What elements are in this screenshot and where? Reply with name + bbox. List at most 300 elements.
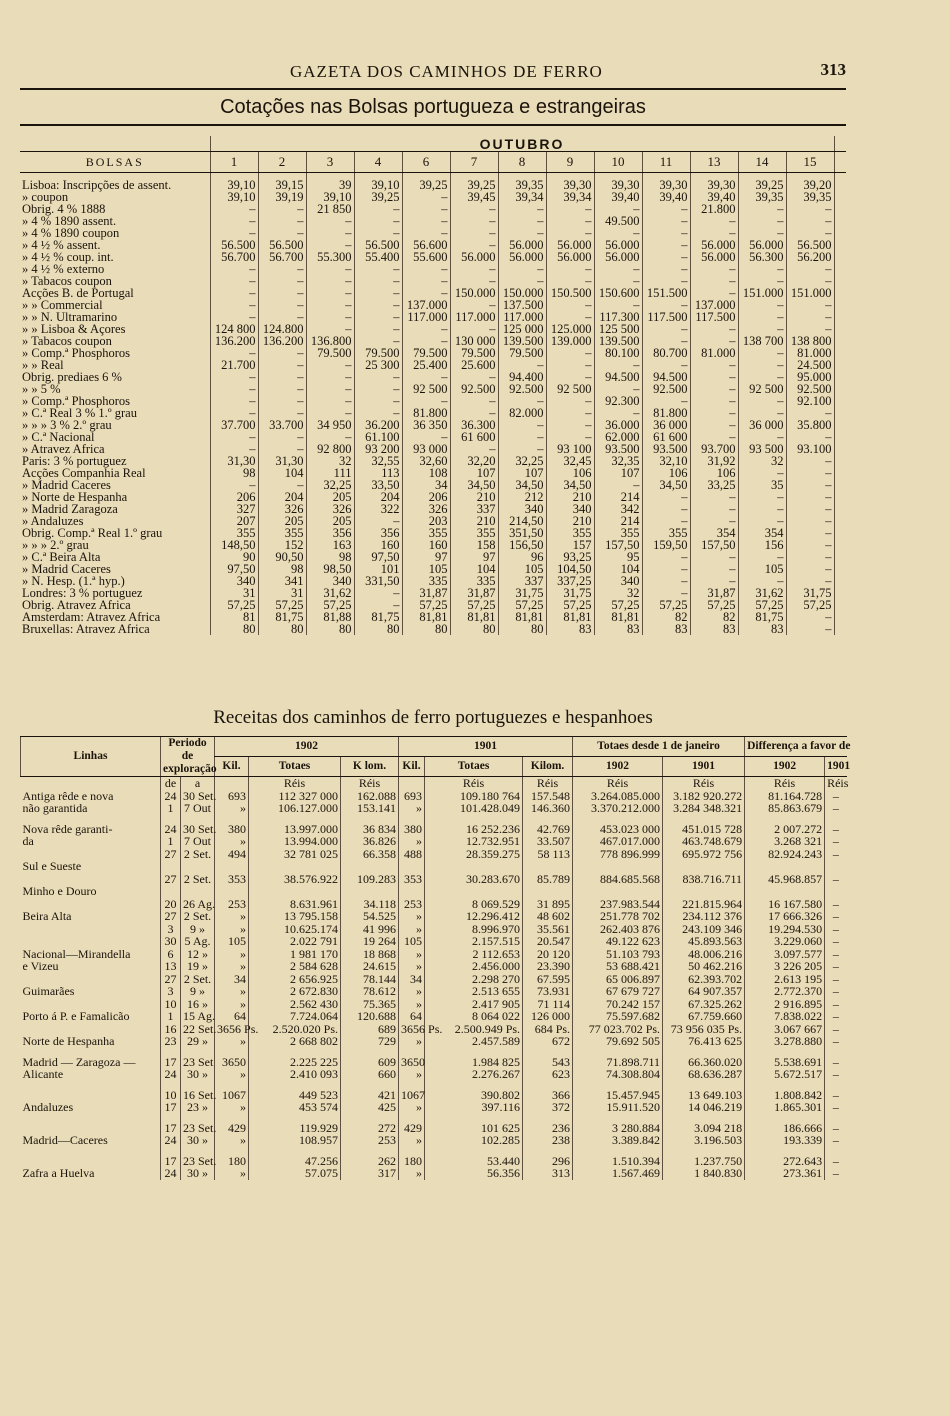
quote-cell: 31 (210, 587, 258, 599)
quote-cell: 80.100 (594, 347, 642, 359)
quote-cell: 36 000 (738, 419, 786, 431)
quote-row (20, 251, 846, 263)
receipt-cell-acc02: 79.692 505 (573, 1035, 663, 1048)
receipt-cell-tot02: 106.127.000 (249, 802, 341, 815)
quote-cell: – (210, 479, 258, 491)
quote-cell: 107 (450, 467, 498, 479)
receipt-row (21, 1010, 847, 1023)
receipt-cell-acc02: 77 023.702 Ps. (573, 1023, 663, 1036)
receipt-cell-from: 30 (161, 935, 181, 948)
quote-cell: 32,45 (546, 455, 594, 467)
quote-cell: – (258, 443, 306, 455)
receipt-cell-perkm01: 58 113 (523, 848, 573, 861)
quote-cell: 81,75 (258, 611, 306, 623)
quote-row (20, 215, 846, 227)
receipt-cell-to: 30 » (181, 1167, 215, 1180)
quote-cell: – (450, 227, 498, 239)
quote-spacer (834, 623, 846, 635)
receipt-cell-acc01: 1.237.750 (663, 1155, 745, 1168)
quote-cell: 39,30 (642, 173, 690, 192)
receipt-cell-perkm01 (523, 885, 573, 898)
railway-line: Madrid — Zaragoza — (22, 1054, 136, 1069)
receipt-cell-kil02: » (215, 923, 249, 936)
quote-cell: 33,50 (354, 479, 402, 491)
quote-cell: 56.000 (498, 251, 546, 263)
quote-cell: 39,34 (546, 191, 594, 203)
receipt-cell-to: 16 Set. (181, 1089, 215, 1102)
quote-cell: 81,81 (402, 611, 450, 623)
quote-cell: – (738, 371, 786, 383)
quote-row (20, 275, 846, 287)
quote-cell: – (546, 431, 594, 443)
quote-cell: – (258, 299, 306, 311)
receipt-cell-kil01: 429 (399, 1122, 425, 1135)
quote-cell: 105 (738, 563, 786, 575)
quote-cell: 94.400 (498, 371, 546, 383)
quote-cell: – (306, 287, 354, 299)
railway-line: Beira Alta (22, 909, 72, 923)
quote-cell: – (786, 503, 834, 515)
quote-cell: – (450, 299, 498, 311)
receipts-body (21, 777, 847, 1180)
receipt-row (21, 1035, 847, 1048)
quote-cell: 97 (450, 551, 498, 563)
railway-line (21, 1081, 161, 1089)
receipt-cell-acc02: 49.122 623 (573, 935, 663, 948)
quote-cell: 93 200 (354, 443, 402, 455)
quote-cell: 105 (498, 563, 546, 575)
quote-cell: – (210, 347, 258, 359)
quote-cell: – (642, 551, 690, 563)
receipt-cell-d02: 3.097.577 (745, 948, 825, 961)
quote-cell: 212 (498, 491, 546, 503)
quote-cell: – (498, 395, 546, 407)
railway-line (21, 1147, 161, 1155)
quote-cell: – (450, 443, 498, 455)
receipt-cell-tot01 (425, 860, 523, 873)
receipt-cell-to: 30 » (181, 1134, 215, 1147)
quote-cell: – (786, 479, 834, 491)
receipt-cell-d02: 3.067 667 (745, 1023, 825, 1036)
quote-cell: – (402, 323, 450, 335)
quote-spacer (834, 611, 846, 623)
quote-cell: 39,30 (594, 173, 642, 192)
quote-cell: 92.500 (642, 383, 690, 395)
quote-cell: – (738, 407, 786, 419)
receipt-cell-to: 19 » (181, 960, 215, 973)
receipt-cell-d01: – (825, 973, 847, 986)
quote-cell: 152 (258, 539, 306, 551)
receipt-cell-d02 (745, 885, 825, 898)
receipt-cell-from: 24 (161, 823, 181, 836)
receipt-cell-perkm02: 262 (341, 1155, 399, 1168)
quote-cell: 39,35 (786, 191, 834, 203)
receipt-cell-kil01: » (399, 960, 425, 973)
receipt-cell-tot01: 390.802 (425, 1089, 523, 1102)
quote-cell: 25.400 (402, 359, 450, 371)
receipt-cell-kil02: » (215, 1134, 249, 1147)
quote-cell: 214 (594, 515, 642, 527)
receipt-cell-kil01: 380 (399, 823, 425, 836)
quote-cell: – (402, 287, 450, 299)
quote-cell: 205 (258, 515, 306, 527)
receipt-cell-kil01: » (399, 1035, 425, 1048)
receipt-cell-perkm01: 126 000 (523, 1010, 573, 1023)
quote-cell: – (210, 203, 258, 215)
quote-cell: – (786, 491, 834, 503)
receipt-cell-d01: – (825, 835, 847, 848)
quote-cell: 80.700 (642, 347, 690, 359)
quote-cell: – (354, 215, 402, 227)
quote-cell: 156 (738, 539, 786, 551)
quote-cell: 150.000 (498, 287, 546, 299)
receipt-cell-d02: 2 916.895 (745, 998, 825, 1011)
quote-cell: – (258, 215, 306, 227)
receipt-row (21, 848, 847, 861)
receipt-cell-to: 7 Out (181, 835, 215, 848)
quote-cell: – (594, 227, 642, 239)
security-label: » Tabacos coupon (22, 334, 112, 348)
quote-cell: – (354, 263, 402, 275)
receipt-cell-to: 30 Set. (181, 823, 215, 836)
receipt-cell-acc02: 15.911.520 (573, 1101, 663, 1114)
quote-cell: 93 500 (738, 443, 786, 455)
receipt-cell-acc02: 51.103 793 (573, 948, 663, 961)
quote-cell: 81,75 (738, 611, 786, 623)
quote-cell: – (738, 215, 786, 227)
receipt-row (21, 985, 847, 998)
quote-cell: – (546, 371, 594, 383)
quote-cell: – (642, 359, 690, 371)
quote-cell: – (690, 371, 738, 383)
security-label: » Madrid Caceres (22, 562, 111, 576)
receipt-cell-acc01: 50 462.216 (663, 960, 745, 973)
receipt-cell-kil01: 693 (399, 790, 425, 803)
quote-spacer (834, 503, 846, 515)
quote-spacer (834, 431, 846, 443)
quote-cell: – (258, 311, 306, 323)
receipt-cell-acc02: 3.389.842 (573, 1134, 663, 1147)
receipt-cell-perkm01: 296 (523, 1155, 573, 1168)
receipt-cell-kil01: » (399, 1068, 425, 1081)
receipt-cell-acc01: 3.094 218 (663, 1122, 745, 1135)
quote-cell: 31,87 (402, 587, 450, 599)
quote-cell: 207 (210, 515, 258, 527)
receipt-cell-from: 24 (161, 790, 181, 803)
quote-cell: – (786, 407, 834, 419)
receipt-cell-kil02: 180 (215, 1155, 249, 1168)
quote-cell: – (594, 383, 642, 395)
quote-cell: – (498, 359, 546, 371)
security-label: Lisboa: Inscripções de assent. (22, 178, 172, 192)
receipt-cell-to: 2 Set. (181, 848, 215, 861)
quote-row (20, 419, 846, 431)
receipt-cell-perkm01: 42.769 (523, 823, 573, 836)
receipt-cell-kil02: 64 (215, 1010, 249, 1023)
quote-cell: – (786, 563, 834, 575)
receipt-cell-tot01: 2.456.000 (425, 960, 523, 973)
receipt-cell-perkm01: 23.390 (523, 960, 573, 973)
quote-cell: – (354, 407, 402, 419)
quote-cell: 57,25 (450, 599, 498, 611)
quote-cell: 37.700 (210, 419, 258, 431)
quote-cell: 80 (402, 623, 450, 635)
receipt-cell-d01: – (825, 1010, 847, 1023)
quote-cell: 139.500 (594, 335, 642, 347)
receipt-cell-tot01: 2.457.589 (425, 1035, 523, 1048)
quote-cell: 39,15 (258, 173, 306, 192)
quote-cell: 355 (258, 527, 306, 539)
receipt-cell-kil02: 253 (215, 898, 249, 911)
receipt-cell-perkm01: 20 120 (523, 948, 573, 961)
quote-cell: – (594, 359, 642, 371)
quote-cell: – (786, 551, 834, 563)
quote-cell: 157 (546, 539, 594, 551)
receipts-header-row-1 (21, 737, 847, 757)
receipt-cell-d01: – (825, 985, 847, 998)
quote-cell: – (594, 479, 642, 491)
quote-cell: 93 000 (402, 443, 450, 455)
quote-cell: 158 (450, 539, 498, 551)
quote-cell: 205 (306, 515, 354, 527)
receipt-cell-perkm01: 20.547 (523, 935, 573, 948)
page-number: 313 (820, 60, 846, 79)
receipt-cell-acc02: 53 688.421 (573, 960, 663, 973)
receipt-cell-d01: – (825, 1122, 847, 1135)
quote-cell: 157,50 (690, 539, 738, 551)
quote-cell: – (642, 275, 690, 287)
security-label: » » N. Ultramarino (22, 310, 118, 324)
quote-cell: – (690, 335, 738, 347)
receipt-cell-kil01 (399, 860, 425, 873)
quote-cell: 137.000 (690, 299, 738, 311)
quote-row (20, 263, 846, 275)
receipt-cell-tot01: 2 112.653 (425, 948, 523, 961)
receipt-cell-d01: – (825, 1068, 847, 1081)
receipt-cell-tot01: 2.298 270 (425, 973, 523, 986)
receipt-cell-tot02: 7.724.064 (249, 1010, 341, 1023)
receipt-cell-d02: 5.672.517 (745, 1068, 825, 1081)
receipt-cell-d01: – (825, 998, 847, 1011)
unit-cell: Réis (523, 777, 573, 790)
quote-row (20, 203, 846, 215)
receipt-cell-from: 27 (161, 873, 181, 886)
quote-cell: 79.500 (402, 347, 450, 359)
quote-cell: – (498, 203, 546, 215)
receipt-cell-d01: – (825, 1101, 847, 1114)
quote-cell: 356 (354, 527, 402, 539)
receipt-cell-d02: 45.968.857 (745, 873, 825, 886)
quote-cell: – (450, 215, 498, 227)
quote-cell: – (594, 275, 642, 287)
quote-cell: 57,25 (738, 599, 786, 611)
quote-cell: – (690, 395, 738, 407)
quote-cell: 57,25 (594, 599, 642, 611)
receipt-cell-d01: – (825, 848, 847, 861)
quote-cell: 21.700 (210, 359, 258, 371)
quote-cell: 90 (210, 551, 258, 563)
quote-spacer (834, 215, 846, 227)
quote-cell: 93.500 (642, 443, 690, 455)
quote-cell: – (642, 515, 690, 527)
receipt-cell-acc01: 3.182 920.272 (663, 790, 745, 803)
receipt-cell-kil01: 3650 (399, 1056, 425, 1069)
quote-cell: – (738, 227, 786, 239)
receipt-cell-perkm02: 153.141 (341, 802, 399, 815)
railway-line: da (22, 834, 34, 848)
railway-line: não garantida (22, 801, 88, 815)
quote-cell: – (642, 563, 690, 575)
quote-spacer (834, 263, 846, 275)
quote-cell: 98 (306, 551, 354, 563)
quote-cell: 342 (594, 503, 642, 515)
quote-cell: 81,81 (546, 611, 594, 623)
receipt-cell-to: 9 » (181, 923, 215, 936)
quote-cell: 93,25 (546, 551, 594, 563)
security-label: » Madrid Zaragoza (22, 502, 118, 516)
day-header: 14 (738, 152, 786, 173)
quote-cell: – (738, 515, 786, 527)
quote-cell: – (354, 383, 402, 395)
quote-cell: 81.000 (786, 347, 834, 359)
quote-cell: 340 (306, 575, 354, 587)
quote-cell: 79.500 (306, 347, 354, 359)
quote-spacer (834, 491, 846, 503)
receipt-cell-acc02: 67 679 727 (573, 985, 663, 998)
quote-cell: 326 (258, 503, 306, 515)
quote-spacer (834, 287, 846, 299)
quote-cell: 93.700 (690, 443, 738, 455)
quote-cell: 56.200 (786, 251, 834, 263)
quote-cell: – (306, 263, 354, 275)
quote-cell: 57,25 (498, 599, 546, 611)
quote-cell: – (546, 203, 594, 215)
quote-cell: 39 (306, 173, 354, 192)
receipt-cell-acc01: 1 840.830 (663, 1167, 745, 1180)
quote-cell: – (306, 275, 354, 287)
quote-cell: 326 (402, 503, 450, 515)
receipt-cell-d01: – (825, 960, 847, 973)
receipt-cell-acc02: 467.017.000 (573, 835, 663, 848)
quote-cell: 31 (258, 587, 306, 599)
receipt-cell-perkm02: 660 (341, 1068, 399, 1081)
receipt-cell-tot01: 101.428.049 (425, 802, 523, 815)
quote-cell: 21 850 (306, 203, 354, 215)
quote-spacer (834, 443, 846, 455)
quote-cell: – (306, 215, 354, 227)
quote-cell: – (546, 395, 594, 407)
quote-cell: 81,81 (498, 611, 546, 623)
quote-cell: 204 (258, 491, 306, 503)
quote-cell: – (498, 431, 546, 443)
receipt-cell-perkm02: 18 868 (341, 948, 399, 961)
quote-cell: – (450, 263, 498, 275)
receipt-cell-acc02: 884.685.568 (573, 873, 663, 886)
receipt-cell-acc01: 463.748.679 (663, 835, 745, 848)
quote-cell: – (402, 431, 450, 443)
quote-cell: – (642, 491, 690, 503)
day-header: 6 (402, 152, 450, 173)
quote-cell: 90,50 (258, 551, 306, 563)
quote-cell: 31,75 (546, 587, 594, 599)
railway-line: Sul e Sueste (22, 859, 82, 873)
day-header: 4 (354, 152, 402, 173)
receipt-cell-d02: 3.229.060 (745, 935, 825, 948)
quote-cell: 151.000 (738, 287, 786, 299)
quote-cell: 335 (450, 575, 498, 587)
quote-row (20, 383, 846, 395)
quote-spacer (834, 173, 846, 192)
quote-cell: 32,20 (450, 455, 498, 467)
quotes-body (20, 173, 846, 636)
quote-cell: – (354, 395, 402, 407)
receipt-cell-d02: 1.808.842 (745, 1089, 825, 1102)
month-header-row (20, 136, 846, 152)
quote-cell: 117.300 (594, 311, 642, 323)
receipt-cell-d01: – (825, 823, 847, 836)
receipt-cell-kil02: » (215, 960, 249, 973)
quote-cell: 82 (642, 611, 690, 623)
days-header-row (20, 152, 846, 173)
receipt-cell-perkm02: 34.118 (341, 898, 399, 911)
receipt-cell-perkm02 (341, 885, 399, 898)
receipt-row (21, 873, 847, 886)
quote-cell: 34 (402, 479, 450, 491)
receipt-cell-acc01: 76.413 625 (663, 1035, 745, 1048)
quote-cell: 81,81 (450, 611, 498, 623)
quote-cell: – (210, 371, 258, 383)
receipt-cell-tot02: 112 327 000 (249, 790, 341, 803)
quote-cell: – (786, 275, 834, 287)
quote-cell: – (738, 347, 786, 359)
receipt-cell-tot01: 12.296.412 (425, 910, 523, 923)
quote-cell: 81.800 (402, 407, 450, 419)
quote-cell: 98 (258, 563, 306, 575)
receipt-cell-acc02: 74.308.804 (573, 1068, 663, 1081)
quote-cell: – (210, 299, 258, 311)
quote-cell: – (354, 299, 402, 311)
security-label: » Tabacos coupon (22, 274, 112, 288)
security-label: » 4 % 1890 coupon (22, 226, 120, 240)
quote-cell: – (258, 359, 306, 371)
receipt-cell-to: 22 Set. (181, 1023, 215, 1036)
quote-cell: 92.100 (786, 395, 834, 407)
receipt-cell-d02: 3.268 321 (745, 835, 825, 848)
quote-cell: 351,50 (498, 527, 546, 539)
day-header: 1 (210, 152, 258, 173)
quote-cell: 337,25 (546, 575, 594, 587)
quote-cell: 108 (402, 467, 450, 479)
receipt-row (21, 1167, 847, 1180)
quote-cell: – (690, 491, 738, 503)
receipt-cell-to: 5 Ag. (181, 935, 215, 948)
quote-cell: – (690, 407, 738, 419)
receipt-cell-kil02: 494 (215, 848, 249, 861)
receipt-cell-kil01: » (399, 1101, 425, 1114)
quote-cell: 92.500 (498, 383, 546, 395)
quote-cell: – (786, 323, 834, 335)
quote-spacer (834, 335, 846, 347)
receipt-cell-perkm02 (341, 860, 399, 873)
receipt-cell-from: 13 (161, 960, 181, 973)
receipt-cell-d02: 16 167.580 (745, 898, 825, 911)
receipt-cell-tot01: 8 064 022 (425, 1010, 523, 1023)
quote-spacer (834, 587, 846, 599)
receipts-table (20, 736, 851, 1180)
quote-cell: – (354, 371, 402, 383)
quote-cell: – (642, 335, 690, 347)
quote-cell: – (786, 575, 834, 587)
